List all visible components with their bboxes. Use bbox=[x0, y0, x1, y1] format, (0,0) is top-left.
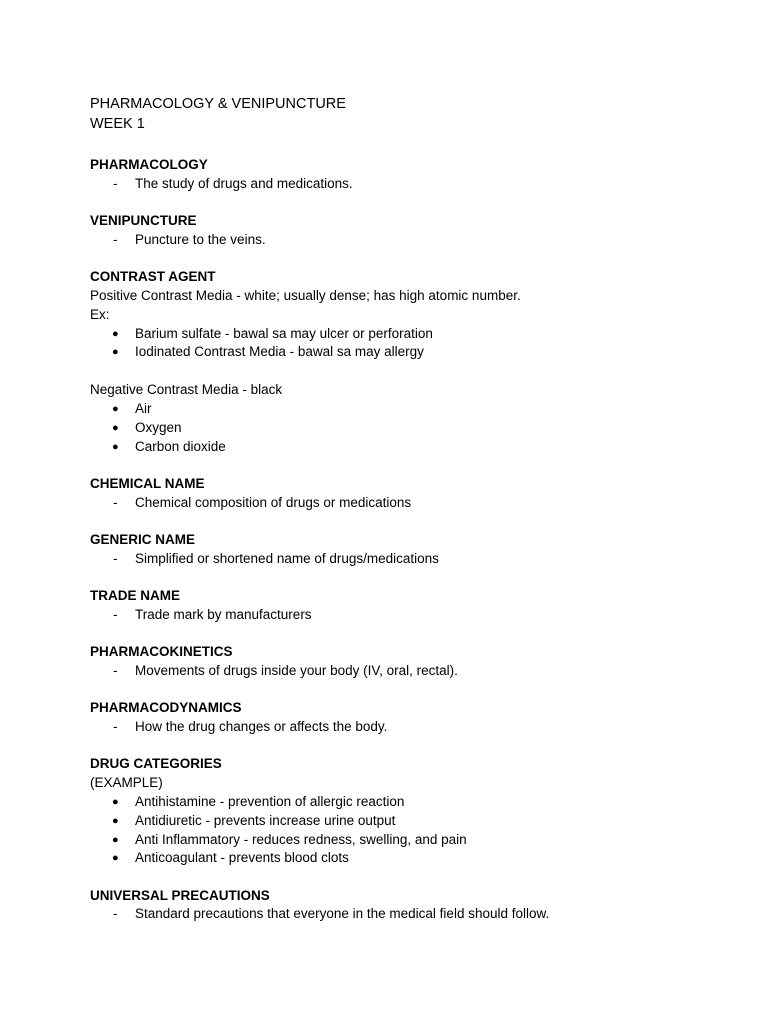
dash-marker: - bbox=[113, 494, 118, 510]
section-trade-name bbox=[90, 587, 690, 625]
document-title: PHARMACOLOGY & VENIPUNCTURE bbox=[90, 96, 346, 112]
section-heading: VENIPUNCTURE bbox=[90, 213, 197, 229]
section-venipuncture bbox=[90, 212, 690, 250]
bullet-marker: ● bbox=[112, 795, 119, 808]
section-heading: CONTRAST AGENT bbox=[90, 269, 216, 285]
list-item bbox=[90, 325, 690, 344]
section-pharmacodynamics bbox=[90, 699, 690, 737]
dash-marker: - bbox=[113, 175, 118, 191]
section-drug-categories bbox=[90, 755, 690, 868]
dash-marker: - bbox=[113, 719, 118, 735]
section-heading: TRADE NAME bbox=[90, 588, 180, 604]
list-item bbox=[90, 175, 690, 194]
bullet-marker: ● bbox=[112, 346, 119, 359]
bullet-marker: ● bbox=[112, 440, 119, 453]
list-item-text: Air bbox=[135, 400, 152, 416]
dash-marker: - bbox=[113, 606, 118, 622]
dash-marker: - bbox=[113, 550, 118, 566]
list-item-text: Barium sulfate - bawal sa may ulcer or perforation bbox=[135, 325, 433, 341]
list-item-text: Simplified or shortened name of drugs/medications bbox=[135, 550, 439, 566]
section-heading: PHARMACOKINETICS bbox=[90, 644, 233, 660]
list-item-text: Carbon dioxide bbox=[135, 438, 226, 454]
example-label: (EXAMPLE) bbox=[90, 775, 163, 791]
dash-marker: - bbox=[113, 906, 118, 922]
list-item-text: Anticoagulant - prevents blood clots bbox=[135, 850, 349, 866]
positive-contrast-line: Positive Contrast Media - white; usually dense; has high atomic number. bbox=[90, 287, 521, 303]
section-heading: UNIVERSAL PRECAUTIONS bbox=[90, 887, 270, 903]
bullet-marker: ● bbox=[112, 402, 119, 415]
bullet-marker: ● bbox=[112, 852, 119, 865]
section-contrast-agent bbox=[90, 268, 690, 456]
section-heading: PHARMACODYNAMICS bbox=[90, 700, 242, 716]
list-item bbox=[90, 905, 690, 924]
dash-marker: - bbox=[113, 231, 118, 247]
list-item bbox=[90, 550, 690, 569]
spacer bbox=[90, 362, 690, 381]
section-heading: DRUG CATEGORIES bbox=[90, 756, 222, 772]
list-item-text: Anti Inflammatory - reduces redness, swelling, and pain bbox=[135, 831, 467, 847]
list-item bbox=[90, 718, 690, 737]
negative-contrast-line: Negative Contrast Media - black bbox=[90, 382, 283, 398]
bullet-marker: ● bbox=[112, 327, 119, 340]
list-item-text: Oxygen bbox=[135, 419, 182, 435]
list-item bbox=[90, 606, 690, 625]
list-item bbox=[90, 662, 690, 681]
list-item-text: How the drug changes or affects the body. bbox=[135, 719, 388, 735]
list-item-text: Puncture to the veins. bbox=[135, 231, 266, 247]
section-universal-precautions bbox=[90, 887, 690, 925]
list-item bbox=[90, 849, 690, 868]
bullet-marker: ● bbox=[112, 833, 119, 846]
list-item-text: Iodinated Contrast Media - bawal sa may allergy bbox=[135, 344, 424, 360]
list-item bbox=[90, 831, 690, 850]
section-heading: GENERIC NAME bbox=[90, 531, 196, 547]
document-subtitle: WEEK 1 bbox=[90, 116, 145, 132]
list-item bbox=[90, 343, 690, 362]
section-pharmacokinetics bbox=[90, 643, 690, 681]
list-item bbox=[90, 438, 690, 457]
section-pharmacology bbox=[90, 156, 690, 194]
list-item bbox=[90, 494, 690, 513]
dash-marker: - bbox=[113, 662, 118, 678]
section-chemical-name bbox=[90, 475, 690, 513]
list-item bbox=[90, 231, 690, 250]
section-generic-name bbox=[90, 531, 690, 569]
list-item-text: Standard precautions that everyone in the medical field should follow. bbox=[135, 906, 550, 922]
list-item-text: The study of drugs and medications. bbox=[135, 175, 353, 191]
list-item bbox=[90, 793, 690, 812]
bullet-marker: ● bbox=[112, 421, 119, 434]
list-item-text: Chemical composition of drugs or medications bbox=[135, 494, 412, 510]
list-item-text: Antihistamine - prevention of allergic reaction bbox=[135, 793, 405, 809]
list-item bbox=[90, 812, 690, 831]
section-heading: PHARMACOLOGY bbox=[90, 157, 208, 172]
bullet-marker: ● bbox=[112, 814, 119, 827]
list-item-text: Movements of drugs inside your body (IV, oral, rectal). bbox=[135, 662, 458, 678]
section-heading: CHEMICAL NAME bbox=[90, 475, 205, 491]
list-item bbox=[90, 419, 690, 438]
list-item bbox=[90, 400, 690, 419]
list-item-text: Trade mark by manufacturers bbox=[135, 606, 312, 622]
document-page bbox=[90, 94, 690, 924]
list-item-text: Antidiuretic - prevents increase urine output bbox=[135, 812, 396, 828]
example-label: Ex: bbox=[90, 306, 110, 322]
